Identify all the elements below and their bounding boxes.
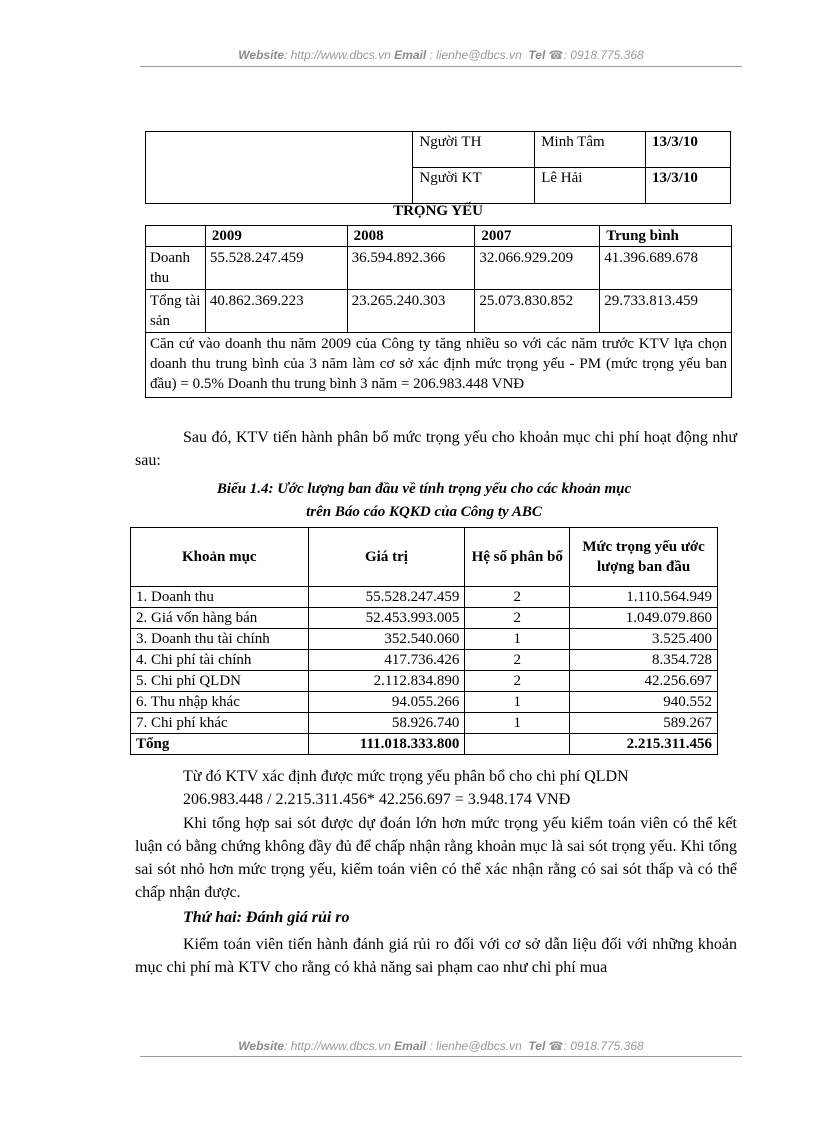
value-cell: 352.540.060 bbox=[308, 629, 465, 650]
header-website-value[interactable]: : http://www.dbcs.vn bbox=[284, 48, 391, 62]
allocation-table bbox=[130, 527, 718, 755]
signoff-date: 13/3/10 bbox=[646, 168, 731, 204]
footer-website-label: Website bbox=[238, 1039, 285, 1053]
value-cell: 52.453.993.005 bbox=[308, 608, 465, 629]
column-header: Mức trọng yếu ước lượng ban đầu bbox=[570, 528, 718, 587]
allocation-paragraph: Từ đó KTV xác định được mức trọng yếu phân bổ cho chi phí QLDN bbox=[183, 768, 629, 785]
column-header: Trung bình bbox=[600, 226, 732, 247]
total-materiality: 2.215.311.456 bbox=[570, 734, 718, 755]
header-tel-label: Tel bbox=[528, 48, 546, 62]
materiality-cell: 1.049.079.860 bbox=[570, 608, 718, 629]
table-cell: 32.066.929.209 bbox=[475, 247, 600, 290]
item-cell: 2. Giá vốn hàng bán bbox=[131, 608, 309, 629]
header-tel-value: : 0918.775.368 bbox=[563, 48, 644, 62]
materiality-note: Căn cứ vào doanh thu năm 2009 của Công ty tăng nhiều so với các năm trước KTV lựa chọn doanh thu trung bình của 3 năm làm cơ sở xác định mức trọng yếu - PM (mức trọng yếu ban đầu) = 0.5% Doanh thu trung bình 3 năm = 206.983.448 VNĐ bbox=[146, 333, 732, 398]
row-label: Doanh thu bbox=[146, 247, 206, 290]
table-cell: 41.396.689.678 bbox=[600, 247, 732, 290]
item-cell: 1. Doanh thu bbox=[131, 587, 309, 608]
allocation-title-line2: trên Báo cáo KQKD của Công ty ABC bbox=[306, 504, 542, 520]
item-cell: 3. Doanh thu tài chính bbox=[131, 629, 309, 650]
footer-website-value[interactable]: : http://www.dbcs.vn bbox=[284, 1039, 391, 1053]
materiality-table bbox=[145, 225, 732, 398]
footer-tel-label: Tel bbox=[528, 1039, 546, 1053]
coef-cell: 2 bbox=[465, 650, 570, 671]
signoff-row bbox=[146, 132, 731, 168]
table-row bbox=[131, 713, 718, 734]
page-header bbox=[140, 48, 742, 62]
total-row bbox=[131, 734, 718, 755]
materiality-cell: 589.267 bbox=[570, 713, 718, 734]
coef-cell: 1 bbox=[465, 629, 570, 650]
coef-cell: 1 bbox=[465, 713, 570, 734]
column-header: Khoản mục bbox=[131, 528, 309, 587]
header-email-value[interactable]: : lienhe@dbcs.vn bbox=[426, 48, 522, 62]
item-cell: 7. Chi phí khác bbox=[131, 713, 309, 734]
item-cell: 5. Chi phí QLDN bbox=[131, 671, 309, 692]
materiality-cell: 1.110.564.949 bbox=[570, 587, 718, 608]
value-cell: 2.112.834.890 bbox=[308, 671, 465, 692]
total-value: 111.018.333.800 bbox=[308, 734, 465, 755]
materiality-header-row bbox=[146, 226, 732, 247]
coef-cell: 1 bbox=[465, 692, 570, 713]
intro-paragraph: Sau đó, KTV tiến hành phân bổ mức trọng yếu cho khoản mục chi phí hoạt động như sau: bbox=[135, 429, 737, 469]
total-label: Tổng bbox=[131, 734, 309, 755]
table-cell: 25.073.830.852 bbox=[475, 290, 600, 333]
table-row bbox=[131, 587, 718, 608]
table-cell: 29.733.813.459 bbox=[600, 290, 732, 333]
materiality-cell: 3.525.400 bbox=[570, 629, 718, 650]
signoff-role: Người TH bbox=[413, 132, 535, 168]
phone-icon: ☎ bbox=[548, 48, 564, 62]
footer-rule bbox=[140, 1056, 742, 1057]
header-rule bbox=[140, 66, 742, 67]
column-header: Hệ số phân bổ bbox=[465, 528, 570, 587]
table-row bbox=[146, 290, 732, 333]
table-row bbox=[131, 671, 718, 692]
coef-cell: 2 bbox=[465, 671, 570, 692]
signoff-role: Người KT bbox=[413, 168, 535, 204]
table-row bbox=[131, 650, 718, 671]
page-footer bbox=[140, 1039, 742, 1053]
formula-paragraph: 206.983.448 / 2.215.311.456* 42.256.697 = 3.948.174 VNĐ bbox=[183, 791, 571, 808]
table-cell: 40.862.369.223 bbox=[205, 290, 347, 333]
signoff-table bbox=[145, 131, 731, 204]
table-row bbox=[146, 333, 732, 398]
signoff-name: Minh Tâm bbox=[535, 132, 646, 168]
column-header: 2007 bbox=[475, 226, 600, 247]
column-header: 2008 bbox=[347, 226, 475, 247]
row-label: Tổng tài sản bbox=[146, 290, 206, 333]
table-row bbox=[131, 608, 718, 629]
value-cell: 55.528.247.459 bbox=[308, 587, 465, 608]
allocation-header-row bbox=[131, 528, 718, 587]
value-cell: 58.926.740 bbox=[308, 713, 465, 734]
risk-paragraph: Kiểm toán viên tiến hành đánh giá rủi ro đối với cơ sở dẫn liệu đối với những khoản mục chi phí mà KTV cho rằng có khả năng sai phạm cao như chi phí mua bbox=[135, 936, 737, 976]
column-header bbox=[146, 226, 206, 247]
allocation-title-line1: Biểu 1.4: Ước lượng ban đầu về tính trọng yếu cho các khoản mục bbox=[216, 481, 632, 497]
section-heading: Thứ hai: Đánh giá rủi ro bbox=[183, 909, 350, 926]
item-cell: 6. Thu nhập khác bbox=[131, 692, 309, 713]
materiality-cell: 8.354.728 bbox=[570, 650, 718, 671]
signoff-name: Lê Hải bbox=[535, 168, 646, 204]
coef-cell: 2 bbox=[465, 608, 570, 629]
footer-tel-value: : 0918.775.368 bbox=[563, 1039, 644, 1053]
value-cell: 417.736.426 bbox=[308, 650, 465, 671]
signoff-date: 13/3/10 bbox=[646, 132, 731, 168]
conclusion-paragraph: Khi tổng hợp sai sót được dự đoán lớn hơn mức trọng yếu kiểm toán viên có thể kết luận có bằng chứng không đầy đủ để chấp nhận rằng khoản mục là sai sót trọng yếu. Khi tổng sai sót nhỏ hơn mức trọng yếu, kiểm toán viên có thể xác nhận rằng có sai sót thấp và có thể chấp nhận được. bbox=[135, 815, 737, 901]
table-row bbox=[131, 692, 718, 713]
materiality-cell: 42.256.697 bbox=[570, 671, 718, 692]
value-cell: 94.055.266 bbox=[308, 692, 465, 713]
table-cell: 23.265.240.303 bbox=[347, 290, 475, 333]
table-row bbox=[146, 247, 732, 290]
materiality-cell: 940.552 bbox=[570, 692, 718, 713]
table-cell: 55.528.247.459 bbox=[205, 247, 347, 290]
phone-icon: ☎ bbox=[548, 1039, 564, 1053]
footer-email-label: Email bbox=[394, 1039, 427, 1053]
footer-email-value[interactable]: : lienhe@dbcs.vn bbox=[426, 1039, 522, 1053]
header-email-label: Email bbox=[394, 48, 427, 62]
total-coef bbox=[465, 734, 570, 755]
column-header: Giá trị bbox=[308, 528, 465, 587]
materiality-title: TRỌNG YẾU bbox=[393, 203, 483, 219]
item-cell: 4. Chi phí tài chính bbox=[131, 650, 309, 671]
coef-cell: 2 bbox=[465, 587, 570, 608]
table-cell: 36.594.892.366 bbox=[347, 247, 475, 290]
table-row bbox=[131, 629, 718, 650]
signoff-blank-cell bbox=[146, 132, 413, 204]
header-website-label: Website bbox=[238, 48, 285, 62]
column-header: 2009 bbox=[205, 226, 347, 247]
